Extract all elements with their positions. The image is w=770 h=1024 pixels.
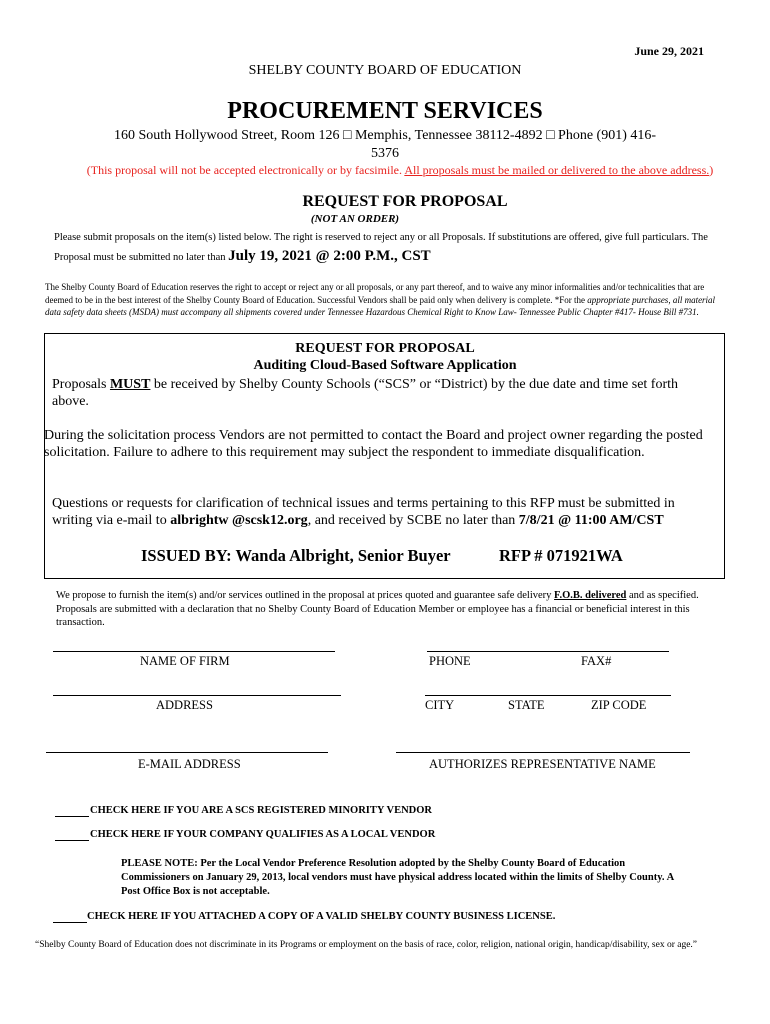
questions-deadline: 7/8/21 @ 11:00 AM/CST (518, 513, 664, 528)
rfp-number: RFP # 071921WA (499, 546, 623, 565)
issued-by: ISSUED BY: Wanda Albright, Senior Buyer (141, 546, 451, 565)
firm-name-line[interactable] (53, 651, 335, 652)
not-an-order-note: (NOT AN ORDER) (310, 213, 400, 225)
address-label: ADDRESS (156, 698, 213, 712)
minority-vendor-label: CHECK HERE IF YOU ARE A SCS REGISTERED MINORITY VENDOR (90, 805, 432, 816)
project-title: Auditing Cloud-Based Software Application (253, 358, 517, 373)
reservation-paragraph (45, 281, 725, 319)
furnish-paragraph (56, 589, 706, 630)
phone-label: PHONE (429, 654, 471, 668)
non-discrimination-statement: “Shelby County Board of Education does not discriminate in its Programs or employment on the basis of race, color, religion, national origin, handicap/disability, sex or age.” (35, 940, 698, 950)
city-label: CITY (425, 698, 455, 712)
business-license-label: CHECK HERE IF YOU ATTACHED A COPY OF A VALID SHELBY COUNTY BUSINESS LICENSE. (87, 911, 556, 922)
address-line[interactable] (53, 695, 341, 696)
furnish-start: We propose to furnish the item(s) and/or services outlined in the proposal at prices quoted and guarantee safe delivery (56, 590, 552, 601)
submission-warning (0, 163, 770, 178)
state-label: STATE (508, 698, 545, 712)
rfp-heading: REQUEST FOR PROPOSAL (302, 193, 508, 210)
furnish-end: and as specified. Proposals are submitted with a declaration that no Shelby County Board of Education Member or employee has a financial or beneficial interest in this transaction. (56, 590, 699, 628)
must-emphasis: MUST (109, 377, 151, 392)
zip-label: ZIP CODE (591, 698, 647, 712)
local-vendor-label: CHECK HERE IF YOUR COMPANY QUALIFIES AS A LOCAL VENDOR (90, 829, 436, 840)
p1-end: be received by Shelby County Schools (“SCS” or “District) by the due date and time set forth above. (52, 377, 679, 409)
box-heading: REQUEST FOR PROPOSAL (295, 341, 475, 356)
warning-close: ) (709, 163, 714, 177)
local-vendor-note: PLEASE NOTE: Per the Local Vendor Preference Resolution adopted by the Shelby County Board of Education Commissioners on January 29, 2013, local vendors must have physical address located within the limits of Shelby County. A Post Office Box is not acceptable. (121, 858, 674, 897)
contact-address: 160 South Hollywood Street, Room 126 □ Memphis, Tennessee 38112-4892 □ Phone (901) 416-5376 (113, 128, 657, 161)
city-state-zip-line[interactable] (425, 695, 671, 696)
contact-restriction-paragraph: During the solicitation process Vendors are not permitted to contact the Board and project owner regarding the posted solicitation. Failure to adhere to this requirement may subject the respondent to immediate disqualification. (44, 428, 703, 460)
warning-text: (This proposal will not be accepted electronically or by facsimile. (86, 163, 402, 177)
warning-underlined: All proposals must be mailed or delivered to the above address. (404, 163, 710, 177)
minority-vendor-checkbox[interactable] (55, 816, 89, 817)
due-date: July 19, 2021 @ 2:00 P.M., CST (228, 248, 431, 264)
contact-email: albrightw @scsk12.org (170, 513, 308, 528)
reserves-italic-text: appropriate purchases, all material data safety data sheets (MSDA) must accompany all shipments covered under Tennessee Hazardous Chemical Right to Know Law- Tennessee Public Chapter #417- House Bill #731. (45, 294, 716, 317)
p3-start: Questions or requests for clarification of technical issues and terms pertaining to this RFP must be submitted in writing via e-mail to (52, 496, 675, 528)
firm-name-label: NAME OF FIRM (140, 654, 230, 668)
document-date: June 29, 2021 (634, 44, 704, 58)
p1-start: Proposals (52, 377, 107, 392)
email-line[interactable] (46, 752, 328, 753)
reserves-text: The Shelby County Board of Education reserves the right to accept or reject any or all proposals, or any part thereof, and to waive any minor informalities and/or technicalities that are deemed to be in the best interest of the Shelby County Board of Education. Successful Vendors shall be paid only when delivery is complete. *For the (45, 282, 705, 305)
fob-term: F.O.B. delivered (554, 590, 627, 601)
submit-instructions (54, 229, 714, 267)
local-vendor-checkbox[interactable] (55, 840, 89, 841)
fax-label: FAX# (581, 654, 612, 668)
email-label: E-MAIL ADDRESS (138, 757, 241, 771)
representative-label: AUTHORIZES REPRESENTATIVE NAME (429, 757, 656, 771)
representative-line[interactable] (396, 752, 690, 753)
board-name: SHELBY COUNTY BOARD OF EDUCATION (248, 63, 522, 78)
department-title: PROCUREMENT SERVICES (227, 98, 543, 124)
phone-fax-line[interactable] (427, 651, 669, 652)
deadline-paragraph (52, 376, 707, 410)
submit-text: Please submit proposals on the item(s) listed below. The right is reserved to reject any or all Proposals. If substitutions are offered, give full particulars. The Proposal must be submitted no later than (54, 232, 708, 263)
questions-paragraph (52, 495, 712, 529)
business-license-checkbox[interactable] (53, 922, 87, 923)
p3-middle: , and received by SCBE no later than (307, 513, 516, 528)
